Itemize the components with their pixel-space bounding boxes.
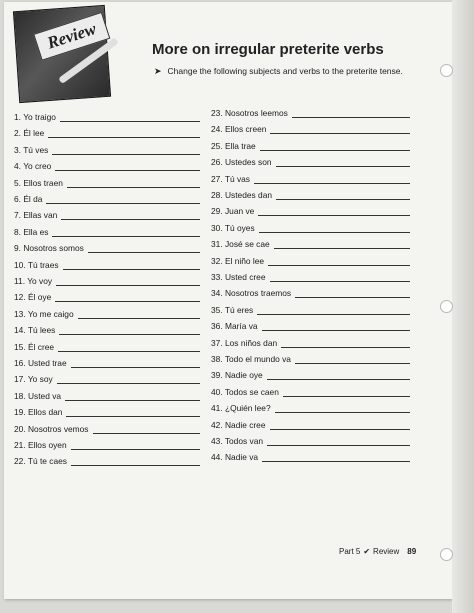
item-number: 2. (14, 128, 21, 139)
item-number: 19. (14, 407, 26, 418)
item-prompt: Él cree (27, 341, 55, 352)
item-number: 1. (14, 112, 21, 122)
answer-blank[interactable] (257, 314, 410, 315)
item-number: 25. (211, 140, 223, 151)
item-prompt: Ustedes dan (224, 190, 273, 200)
item-number: 26. (211, 157, 223, 168)
item-number: 20. (14, 423, 26, 434)
binder-hole (440, 300, 453, 313)
answer-blank[interactable] (71, 465, 200, 466)
item-number: 12. (14, 292, 26, 303)
item-prompt: Ellas van (23, 210, 58, 221)
exercise-item (14, 373, 200, 385)
item-number: 28. (211, 190, 223, 200)
item-prompt: Yo voy (27, 276, 53, 286)
exercise-item (211, 320, 410, 332)
item-number: 31. (211, 239, 223, 250)
exercise-item (14, 324, 200, 336)
item-prompt: Tú oyes (224, 222, 255, 233)
exercise-item (211, 123, 410, 135)
answer-blank[interactable] (258, 215, 410, 216)
item-prompt: Tú lees (27, 325, 56, 336)
exercise-item (211, 271, 410, 283)
item-prompt: Tú ves (23, 144, 49, 155)
item-number: 3. (14, 144, 21, 155)
answer-blank[interactable] (52, 154, 200, 155)
item-prompt: Tú vas (224, 173, 250, 184)
item-prompt: Yo soy (27, 374, 53, 385)
answer-blank[interactable] (267, 379, 410, 380)
item-number: 23. (211, 108, 223, 118)
item-prompt: Juan ve (224, 206, 255, 217)
item-number: 21. (14, 440, 26, 450)
answer-blank[interactable] (295, 363, 410, 364)
part-label: Part 5 (339, 547, 361, 556)
exercise-item (14, 357, 200, 369)
item-number: 24. (211, 124, 223, 135)
item-prompt: Nosotros traemos (224, 288, 292, 299)
item-number: 44. (211, 452, 223, 463)
item-prompt: Nadie va (224, 452, 259, 463)
answer-blank[interactable] (283, 396, 410, 397)
exercise-item (211, 419, 410, 431)
answer-blank[interactable] (260, 150, 410, 151)
item-number: 32. (211, 255, 223, 266)
item-number: 10. (14, 259, 26, 270)
item-number: 29. (211, 206, 223, 217)
item-number: 7. (14, 210, 21, 221)
item-number: 14. (14, 325, 26, 336)
binder-hole (440, 64, 453, 77)
item-prompt: Ellos oyen (27, 440, 67, 450)
item-number: 27. (211, 173, 223, 184)
answer-blank[interactable] (59, 334, 200, 335)
answer-blank[interactable] (66, 416, 200, 417)
item-prompt: María va (224, 321, 258, 332)
item-number: 43. (211, 436, 223, 446)
item-prompt: Todos se caen (224, 386, 279, 397)
answer-blank[interactable] (46, 203, 200, 204)
item-prompt: Yo creo (23, 161, 52, 172)
exercise-item (14, 390, 200, 402)
item-prompt: Ustedes son (224, 157, 272, 168)
item-prompt: Él da (23, 194, 43, 204)
answer-blank[interactable] (55, 301, 200, 302)
answer-blank[interactable] (262, 330, 410, 331)
answer-blank[interactable] (67, 187, 200, 188)
item-number: 37. (211, 337, 223, 348)
answer-blank[interactable] (48, 137, 200, 138)
item-number: 22. (14, 456, 26, 467)
item-prompt: Ella es (23, 226, 49, 237)
item-number: 6. (14, 194, 21, 204)
exercise-item (14, 341, 200, 353)
exercise-item (14, 177, 200, 189)
item-number: 36. (211, 321, 223, 332)
page-title: More on irregular preterite verbs (152, 41, 384, 58)
exercise-item (211, 156, 410, 168)
item-prompt: Ella trae (224, 140, 256, 151)
item-prompt: Nosotros leemos (224, 108, 288, 118)
exercise-item (14, 226, 200, 238)
answer-blank[interactable] (254, 183, 410, 184)
answer-blank[interactable] (268, 265, 410, 266)
item-prompt: Ellos creen (224, 124, 267, 135)
answer-blank[interactable] (295, 297, 410, 298)
item-number: 15. (14, 341, 26, 352)
item-prompt: Yo me caigo (27, 308, 74, 319)
item-number: 16. (14, 358, 26, 368)
exercise-item (14, 242, 200, 254)
item-number: 35. (211, 304, 223, 315)
item-number: 42. (211, 419, 223, 430)
exercise-item (211, 304, 410, 316)
item-number: 40. (211, 386, 223, 397)
exercise-item (211, 386, 410, 398)
answer-blank[interactable] (52, 236, 200, 237)
exercise-item (211, 189, 410, 201)
item-number: 9. (14, 243, 21, 254)
exercise-item (211, 255, 410, 267)
item-prompt: Nadie cree (224, 419, 266, 430)
binder-edge (452, 0, 474, 613)
exercise-item (211, 173, 410, 185)
item-number: 38. (211, 354, 223, 364)
item-number: 39. (211, 370, 223, 381)
answer-blank[interactable] (55, 170, 200, 171)
exercise-item (14, 127, 200, 139)
exercise-item (211, 107, 410, 119)
item-prompt: Tú eres (224, 304, 254, 315)
exercise-item (14, 259, 200, 271)
exercise-item (211, 353, 410, 365)
answer-blank[interactable] (63, 269, 200, 270)
item-prompt: Usted cree (224, 272, 266, 282)
item-prompt: ¿Quién lee? (224, 403, 271, 414)
review-badge (13, 5, 111, 103)
answer-blank[interactable] (71, 367, 200, 368)
exercise-item (211, 337, 410, 349)
page-number: 89 (407, 547, 417, 556)
arrow-icon: ➤ (154, 66, 162, 76)
item-prompt: José se cae (224, 239, 270, 250)
item-prompt: Todo el mundo va (224, 354, 291, 364)
exercise-item (14, 406, 200, 418)
answer-blank[interactable] (61, 219, 200, 220)
answer-blank[interactable] (71, 449, 200, 450)
item-prompt: El niño lee (224, 255, 265, 266)
item-prompt: Ellos traen (23, 177, 63, 188)
exercise-item (14, 291, 200, 303)
instruction-text: Change the following subjects and verbs to the preterite tense. (167, 66, 403, 76)
answer-blank[interactable] (58, 351, 200, 352)
item-number: 18. (14, 390, 26, 401)
exercise-item (14, 275, 200, 287)
exercise-item (14, 209, 200, 221)
answer-blank[interactable] (274, 248, 410, 249)
exercise-item (14, 439, 200, 451)
answer-blank[interactable] (267, 445, 410, 446)
exercise-item (14, 308, 200, 320)
check-icon: ✔ (363, 547, 371, 556)
instruction (154, 66, 403, 77)
exercise-item (211, 369, 410, 381)
exercise-item (14, 144, 200, 156)
item-prompt: Los niños dan (224, 337, 278, 348)
exercise-item (211, 402, 410, 414)
answer-blank[interactable] (262, 461, 410, 462)
item-prompt: Tú te caes (27, 456, 67, 467)
item-number: 17. (14, 374, 26, 385)
answer-blank[interactable] (57, 383, 200, 384)
answer-blank[interactable] (259, 232, 410, 233)
answer-blank[interactable] (93, 433, 200, 434)
exercise-item (14, 455, 200, 467)
item-number: 30. (211, 222, 223, 233)
exercise-item (14, 423, 200, 435)
item-number: 4. (14, 161, 21, 172)
exercise-item (211, 451, 410, 463)
item-number: 13. (14, 308, 26, 319)
answer-blank[interactable] (65, 400, 200, 401)
item-number: 41. (211, 403, 223, 414)
answer-blank[interactable] (78, 318, 200, 319)
item-prompt: Nadie oye (224, 370, 263, 381)
item-prompt: Él lee (23, 128, 45, 139)
item-prompt: Usted trae (27, 358, 67, 368)
page-footer (339, 547, 416, 556)
exercise-item (211, 205, 410, 217)
review-badge-label: Review (33, 12, 110, 61)
item-prompt: Tú traes (27, 259, 59, 270)
exercise-item (211, 435, 410, 447)
item-number: 33. (211, 272, 223, 282)
exercise-item (14, 160, 200, 172)
item-prompt: Yo traigo (23, 112, 56, 122)
worksheet-page (4, 2, 452, 599)
item-prompt: Ellos dan (27, 407, 63, 418)
answer-blank[interactable] (60, 121, 200, 122)
answer-blank[interactable] (292, 117, 410, 118)
exercise-item (211, 287, 410, 299)
item-prompt: Él oye (27, 292, 52, 303)
item-number: 5. (14, 177, 21, 188)
item-number: 11. (14, 276, 26, 286)
answer-blank[interactable] (88, 252, 200, 253)
item-prompt: Nosotros somos (23, 243, 84, 254)
exercise-item (211, 238, 410, 250)
answer-blank[interactable] (275, 412, 410, 413)
answer-blank[interactable] (276, 166, 410, 167)
exercise-item (14, 111, 200, 123)
item-prompt: Todos van (224, 436, 264, 446)
exercise-item (211, 140, 410, 152)
item-number: 34. (211, 288, 223, 299)
item-prompt: Nosotros vemos (27, 423, 89, 434)
item-number: 8. (14, 226, 21, 237)
binder-hole (440, 548, 453, 561)
answer-blank[interactable] (281, 347, 410, 348)
exercise-item (211, 222, 410, 234)
answer-blank[interactable] (56, 285, 200, 286)
section-label: Review (373, 547, 400, 556)
answer-blank[interactable] (270, 429, 410, 430)
answer-blank[interactable] (270, 133, 410, 134)
exercise-item (14, 193, 200, 205)
answer-blank[interactable] (276, 199, 410, 200)
item-prompt: Usted va (27, 390, 62, 401)
answer-blank[interactable] (270, 281, 410, 282)
